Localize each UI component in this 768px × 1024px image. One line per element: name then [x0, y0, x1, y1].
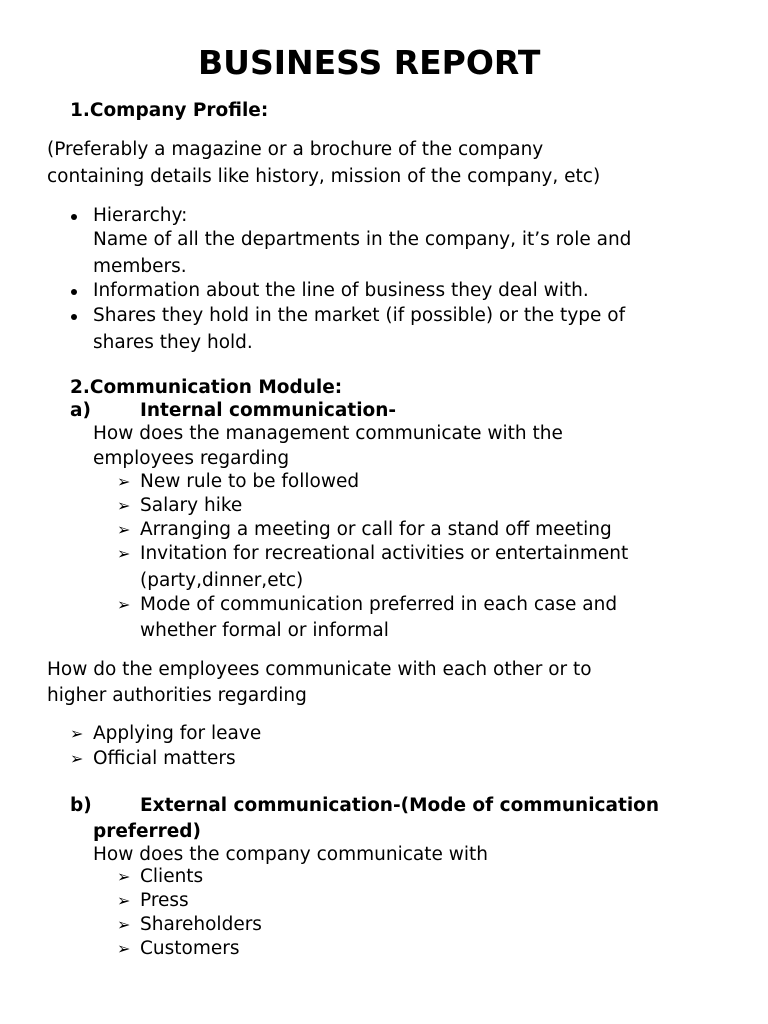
internal-item-mode: Mode of communication preferred in each case and	[140, 594, 618, 615]
subsection-label-external-line-2: preferred)	[93, 821, 202, 842]
external-item-press: Press	[140, 890, 189, 911]
external-desc: How does the company communicate with	[93, 844, 488, 865]
employees-desc-line-1: How do the employees communicate with each other or to	[47, 659, 592, 680]
bullet-hierarchy: Hierarchy:	[93, 205, 188, 226]
arrow-bullet-icon: ➢	[70, 749, 84, 768]
subsection-label-internal: Internal communication-	[140, 400, 397, 421]
internal-item-meeting: Arranging a meeting or call for a stand off meeting	[140, 519, 612, 540]
arrow-bullet-icon: ➢	[117, 891, 131, 910]
internal-item-invitation: Invitation for recreational activities or entertainment	[140, 543, 629, 564]
external-item-customers: Customers	[140, 938, 240, 959]
bullet-hierarchy-line-3: members.	[93, 256, 187, 277]
internal-item-new-rule: New rule to be followed	[140, 471, 360, 492]
internal-desc-line-2: employees regarding	[93, 448, 290, 469]
employees-item-leave: Applying for leave	[93, 723, 262, 744]
external-item-shareholders: Shareholders	[140, 914, 262, 935]
internal-item-salary-hike: Salary hike	[140, 495, 243, 516]
bullet-hierarchy-line-2: Name of all the departments in the company, it’s role and	[93, 229, 632, 250]
intro-line-2: containing details like history, mission of the company, etc)	[47, 166, 601, 187]
employees-item-official: Official matters	[93, 748, 236, 769]
internal-item-mode-line-2: whether formal or informal	[140, 620, 389, 641]
arrow-bullet-icon: ➢	[117, 496, 131, 515]
subsection-marker-b: b)	[70, 795, 92, 816]
arrow-bullet-icon: ➢	[117, 867, 131, 886]
bullet-shares: Shares they hold in the market (if possible) or the type of	[93, 305, 626, 326]
bullet-shares-line-2: shares they hold.	[93, 332, 253, 353]
arrow-bullet-icon: ➢	[117, 939, 131, 958]
internal-desc-line-1: How does the management communicate with the	[93, 423, 563, 444]
page-title: BUSINESS REPORT	[198, 43, 541, 82]
arrow-bullet-icon: ➢	[117, 544, 131, 563]
arrow-bullet-icon: ➢	[117, 472, 131, 491]
arrow-bullet-icon: ➢	[117, 915, 131, 934]
external-item-clients: Clients	[140, 866, 204, 887]
arrow-bullet-icon: ➢	[117, 595, 131, 614]
arrow-bullet-icon: ➢	[70, 724, 84, 743]
arrow-bullet-icon: ➢	[117, 520, 131, 539]
subsection-label-external: External communication-(Mode of communication	[140, 795, 660, 816]
internal-item-invitation-line-2: (party,dinner,etc)	[140, 570, 304, 591]
subsection-marker-a: a)	[70, 400, 91, 421]
section-heading-communication-module: 2.Communication Module:	[70, 377, 343, 398]
employees-desc-line-2: higher authorities regarding	[47, 685, 307, 706]
section-heading-company-profile: 1.Company Profile:	[70, 100, 269, 121]
intro-line-1: (Preferably a magazine or a brochure of the company	[47, 139, 544, 160]
bullet-line-of-business: Information about the line of business they deal with.	[93, 280, 589, 301]
